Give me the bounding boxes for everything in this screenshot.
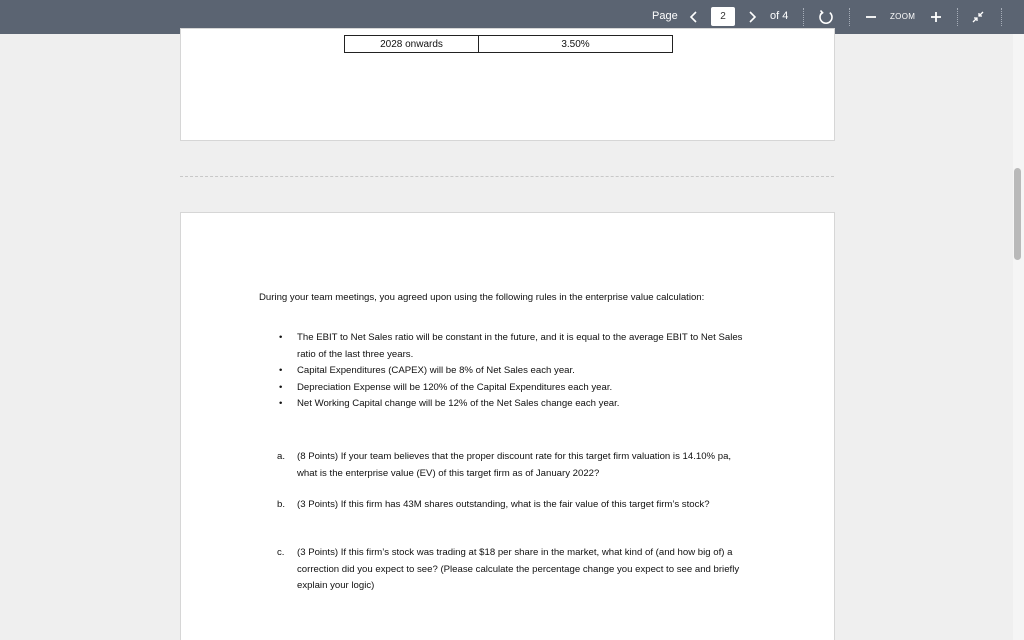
pdf-page-2 xyxy=(180,212,835,640)
list-item xyxy=(277,363,747,380)
question-text: (8 Points) If your team believes that the proper discount rate for this target firm valuation is 14.10% pa, what is the enterprise value (EV) of this target firm as of January 2022? xyxy=(297,451,732,479)
rotate-icon xyxy=(817,8,835,26)
question-text: (3 Points) If this firm’s stock was trading at $18 per share in the market, what kind of (and how big of) a correction did you expect to see? (Please calculate the percentage change you expect to see and briefly explain your logic) xyxy=(297,547,740,591)
prev-page-button[interactable] xyxy=(688,8,700,26)
question-c xyxy=(277,545,747,595)
chevron-right-icon xyxy=(746,8,758,26)
table-row xyxy=(345,36,673,53)
fullscreen-button[interactable] xyxy=(969,8,987,26)
table-cell-period: 2028 onwards xyxy=(345,36,479,53)
pdf-page-1 xyxy=(180,28,835,141)
scrollbar-thumb[interactable] xyxy=(1014,168,1021,260)
toolbar-divider xyxy=(803,8,804,26)
bullet-icon: • xyxy=(279,365,283,376)
bullet-icon: • xyxy=(279,332,283,343)
zoom-in-button[interactable] xyxy=(929,8,943,26)
page-label: Page xyxy=(652,10,678,22)
rate-table xyxy=(344,35,673,53)
list-item xyxy=(277,330,747,363)
toolbar-divider xyxy=(957,8,958,26)
zoom-label: ZOOM xyxy=(890,12,916,21)
question-marker: a. xyxy=(277,451,286,462)
page-number-input[interactable]: 2 xyxy=(711,7,735,26)
rules-list xyxy=(277,330,747,413)
rotate-button[interactable] xyxy=(817,8,835,26)
list-item-text: The EBIT to Net Sales ratio will be constant in the future, and it is equal to the average EBIT to Net Sales ratio of the last three years. xyxy=(297,332,743,360)
table-cell-rate: 3.50% xyxy=(479,36,673,53)
question-text: (3 Points) If this firm has 43M shares outstanding, what is the fair value of this target firm’s stock? xyxy=(297,499,710,510)
page-separator xyxy=(180,176,834,177)
collapse-icon xyxy=(969,8,987,26)
vertical-scrollbar[interactable] xyxy=(1013,34,1024,640)
bullet-icon: • xyxy=(279,381,283,393)
bullet-icon: • xyxy=(279,398,283,409)
zoom-out-button[interactable] xyxy=(864,8,878,26)
next-page-button[interactable] xyxy=(746,8,758,26)
intro-paragraph: During your team meetings, you agreed upon using the following rules in the enterprise value calculation: xyxy=(259,292,705,303)
question-marker: b. xyxy=(277,499,286,510)
chevron-left-icon xyxy=(688,8,700,26)
question-a xyxy=(277,449,747,482)
list-item xyxy=(277,380,747,397)
plus-icon xyxy=(929,8,943,26)
toolbar-divider xyxy=(1001,8,1002,26)
list-item-text: Net Working Capital change will be 12% of the Net Sales change each year. xyxy=(297,398,620,409)
minus-icon xyxy=(864,8,878,26)
page-count: of 4 xyxy=(770,10,789,22)
question-marker: c. xyxy=(277,547,285,558)
list-item xyxy=(277,396,747,413)
list-item-text: Capital Expenditures (CAPEX) will be 8% of Net Sales each year. xyxy=(297,365,575,376)
toolbar-divider xyxy=(849,8,850,26)
list-item-text: Depreciation Expense will be 120% of the Capital Expenditures each year. xyxy=(297,381,613,393)
question-b xyxy=(277,497,747,514)
